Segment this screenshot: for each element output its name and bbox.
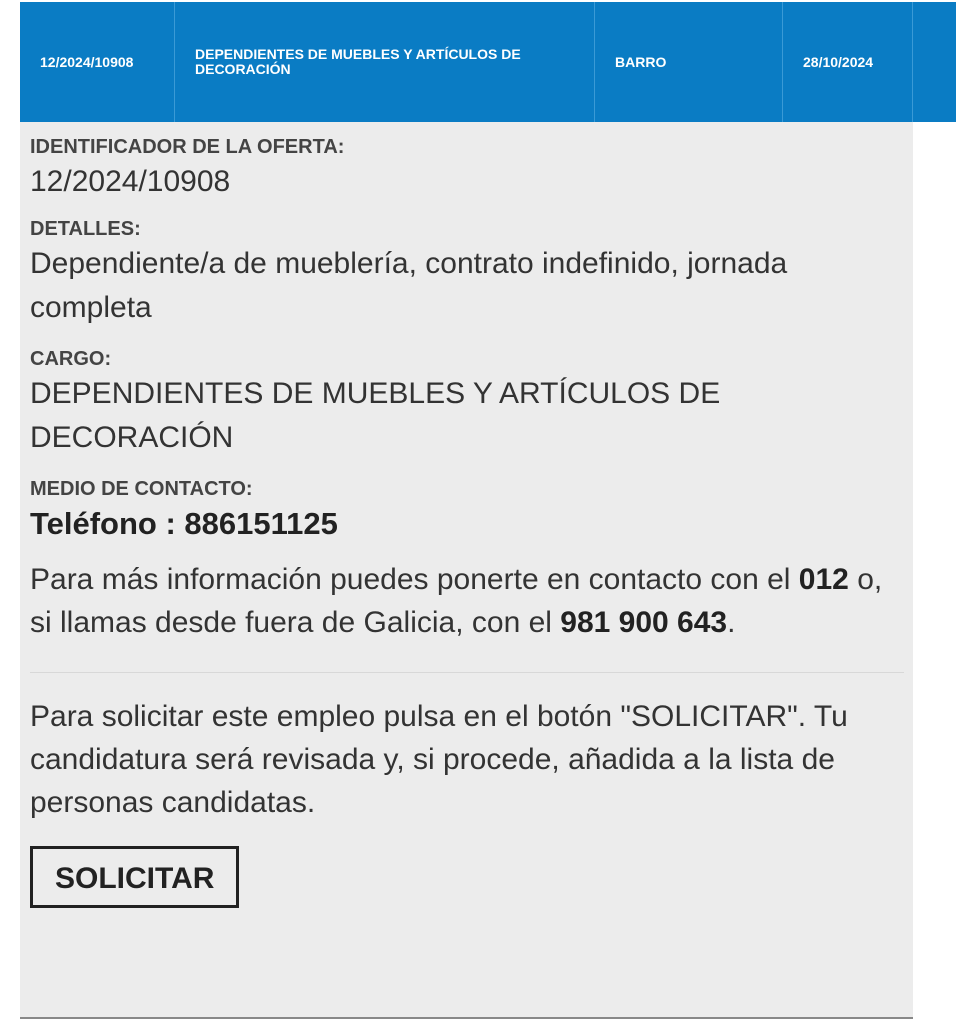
contacto-label: MEDIO DE CONTACTO: bbox=[30, 478, 253, 500]
more-info-text-2: o, si llamas desde fuera de Galicia, con el bbox=[30, 563, 883, 639]
offer-detail-content bbox=[30, 134, 900, 908]
offer-extra-cell bbox=[913, 2, 956, 122]
detalles-label: DETALLES: bbox=[30, 218, 141, 240]
offer-title-cell: DEPENDIENTES DE MUEBLES Y ARTÍCULOS DE DECORACIÓN bbox=[175, 2, 595, 122]
job-offer-table-row[interactable] bbox=[20, 2, 956, 122]
offer-detail-panel bbox=[20, 122, 913, 1018]
offer-id-cell: 12/2024/10908 bbox=[20, 2, 175, 122]
detalles-value: Dependiente/a de mueblería, contrato indefinido, jornada completa bbox=[30, 247, 788, 324]
more-info-text-3: . bbox=[727, 606, 736, 639]
cargo-label: CARGO: bbox=[30, 348, 112, 370]
more-info-text-1: Para más información puedes ponerte en contacto con el bbox=[30, 563, 799, 596]
bottom-border bbox=[20, 1017, 913, 1019]
contacto-value: Teléfono : 886151125 bbox=[30, 506, 338, 541]
offer-location-cell: BARRO bbox=[595, 2, 783, 122]
apply-instructions: Para solicitar este empleo pulsa en el botón "SOLICITAR". Tu candidatura será revisada y, si procede, añadida a la lista de personas candidatas. bbox=[30, 700, 848, 819]
more-info-paragraph bbox=[30, 558, 900, 644]
phone-012: 012 bbox=[798, 563, 849, 596]
identificador-label: IDENTIFICADOR DE LA OFERTA: bbox=[30, 136, 345, 158]
phone-outside-galicia: 981 900 643 bbox=[560, 606, 728, 639]
identificador-value: 12/2024/10908 bbox=[30, 165, 231, 198]
solicitar-button[interactable]: SOLICITAR bbox=[30, 846, 239, 908]
cargo-value: DEPENDIENTES DE MUEBLES Y ARTÍCULOS DE DECORACIÓN bbox=[30, 377, 721, 454]
section-divider bbox=[30, 672, 904, 673]
offer-date-cell: 28/10/2024 bbox=[783, 2, 913, 122]
